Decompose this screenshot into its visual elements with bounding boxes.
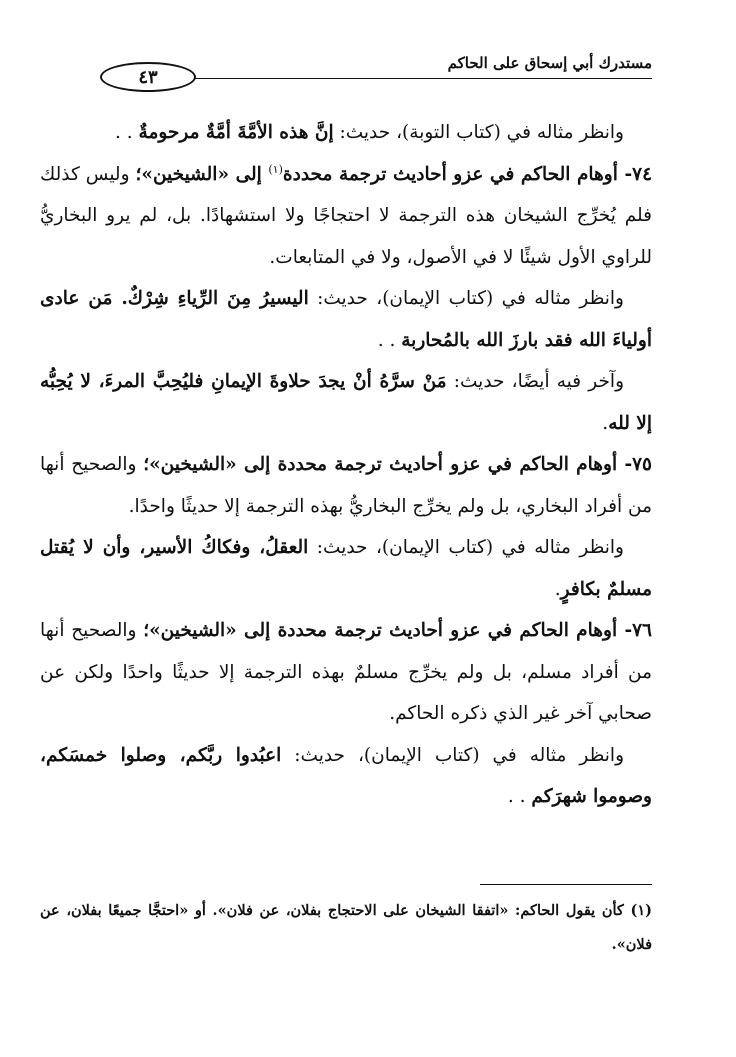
header-rule: [160, 78, 652, 79]
example-tail: .: [554, 578, 561, 600]
hadith-quote: إنَّ هذه الأمَّةَ أمَّةٌ مرحومةٌ: [138, 122, 334, 143]
section-text: والصحيح أنها من أفراد مسلم، بل ولم يخرِّج مسلمٌ بهذه الترجمة إلا حديثًا واحدًا ولكن عن صحابي آخر غير الذي ذكره الحاكم.: [40, 620, 652, 724]
section-text: وليس كذلك فلم يُخرِّج الشيخان هذه الترجمة لا احتجاجًا ولا استشهادًا. بل، لم يرو البخاريُّ للراوي الأول شيئًا لا في الأصول، ولا في المتابعات.: [40, 163, 652, 268]
section-title: أوهام الحاكم في عزو أحاديث ترجمة محددة إلى «الشيخين»؛: [143, 454, 625, 475]
paragraph-example: [40, 278, 652, 361]
footnote-text: كأن يقول الحاكم: «اتفقا الشيخان على الاحتجاج بفلان، عن فلان». أو «احتجَّا جميعًا بفلان، عن فلان».: [40, 902, 652, 953]
paragraph-example: [40, 735, 652, 818]
example-tail: . .: [507, 786, 532, 807]
section-number: ٧٤-: [624, 163, 653, 185]
example-intro: وانظر مثاله في (كتاب الإيمان)، حديث:: [308, 288, 624, 309]
main-text: [40, 112, 652, 818]
page-number-badge: ٤٣: [100, 62, 196, 92]
section-number: ٧٥-: [624, 454, 652, 475]
section-text: والصحيح أنها من أفراد البخاري، بل ولم يخرِّج البخاريُّ بهذه الترجمة إلا حديثًا واحدًا.: [40, 454, 652, 517]
section-title-end: إلى «الشيخين»؛: [135, 163, 269, 185]
section-title: أوهام الحاكم في عزو أحاديث ترجمة محددة: [282, 163, 625, 185]
section-title: أوهام الحاكم في عزو أحاديث ترجمة محددة إلى «الشيخين»؛: [143, 620, 625, 641]
example-tail: . .: [377, 329, 402, 351]
example-intro: وآخر فيه أيضًا، حديث:: [446, 371, 625, 392]
paragraph-heading: [40, 154, 652, 279]
paragraph-example: [40, 112, 652, 154]
hadith-quote: اليسيرُ مِنَ الرِّياءِ شِرْكٌ. مَن عادى أولياءَ الله فقد بارزَ الله بالمُحاربة: [40, 288, 652, 351]
paragraph-example: [40, 361, 652, 444]
example-intro: وانظر مثاله في (كتاب الإيمان)، حديث:: [281, 744, 624, 766]
running-title: مستدرك أبي إسحاق على الحاكم: [447, 54, 652, 72]
hadith-quote: اعبُدوا ربَّكم، وصلوا خمسَكم، وصوموا شهرَكم: [40, 744, 652, 807]
example-tail: .: [602, 412, 609, 434]
footnote: [40, 894, 652, 962]
paragraph-heading: [40, 610, 652, 735]
example-intro: وانظر مثاله في (كتاب التوبة)، حديث:: [333, 122, 624, 143]
hadith-quote: مَنْ سرَّهُ أنْ يجدَ حلاوةَ الإيمانِ فليُحِبَّ المرءَ، لا يُحِبُّه إلا لله: [40, 371, 652, 434]
example-tail: . .: [115, 122, 139, 143]
hadith-quote: العقلُ، وفكاكُ الأسير، وأن لا يُقتل مسلمٌ بكافرٍ: [40, 537, 652, 600]
paragraph-example: [40, 527, 652, 610]
example-intro: وانظر مثاله في (كتاب الإيمان)، حديث:: [308, 537, 624, 558]
paragraph-heading: [40, 444, 652, 527]
footnote-mark: (١): [630, 902, 652, 919]
footnote-marker[interactable]: (١): [268, 162, 283, 176]
section-number: ٧٦-: [624, 620, 652, 641]
page-header: [40, 48, 652, 88]
footnote-separator: [480, 884, 652, 885]
